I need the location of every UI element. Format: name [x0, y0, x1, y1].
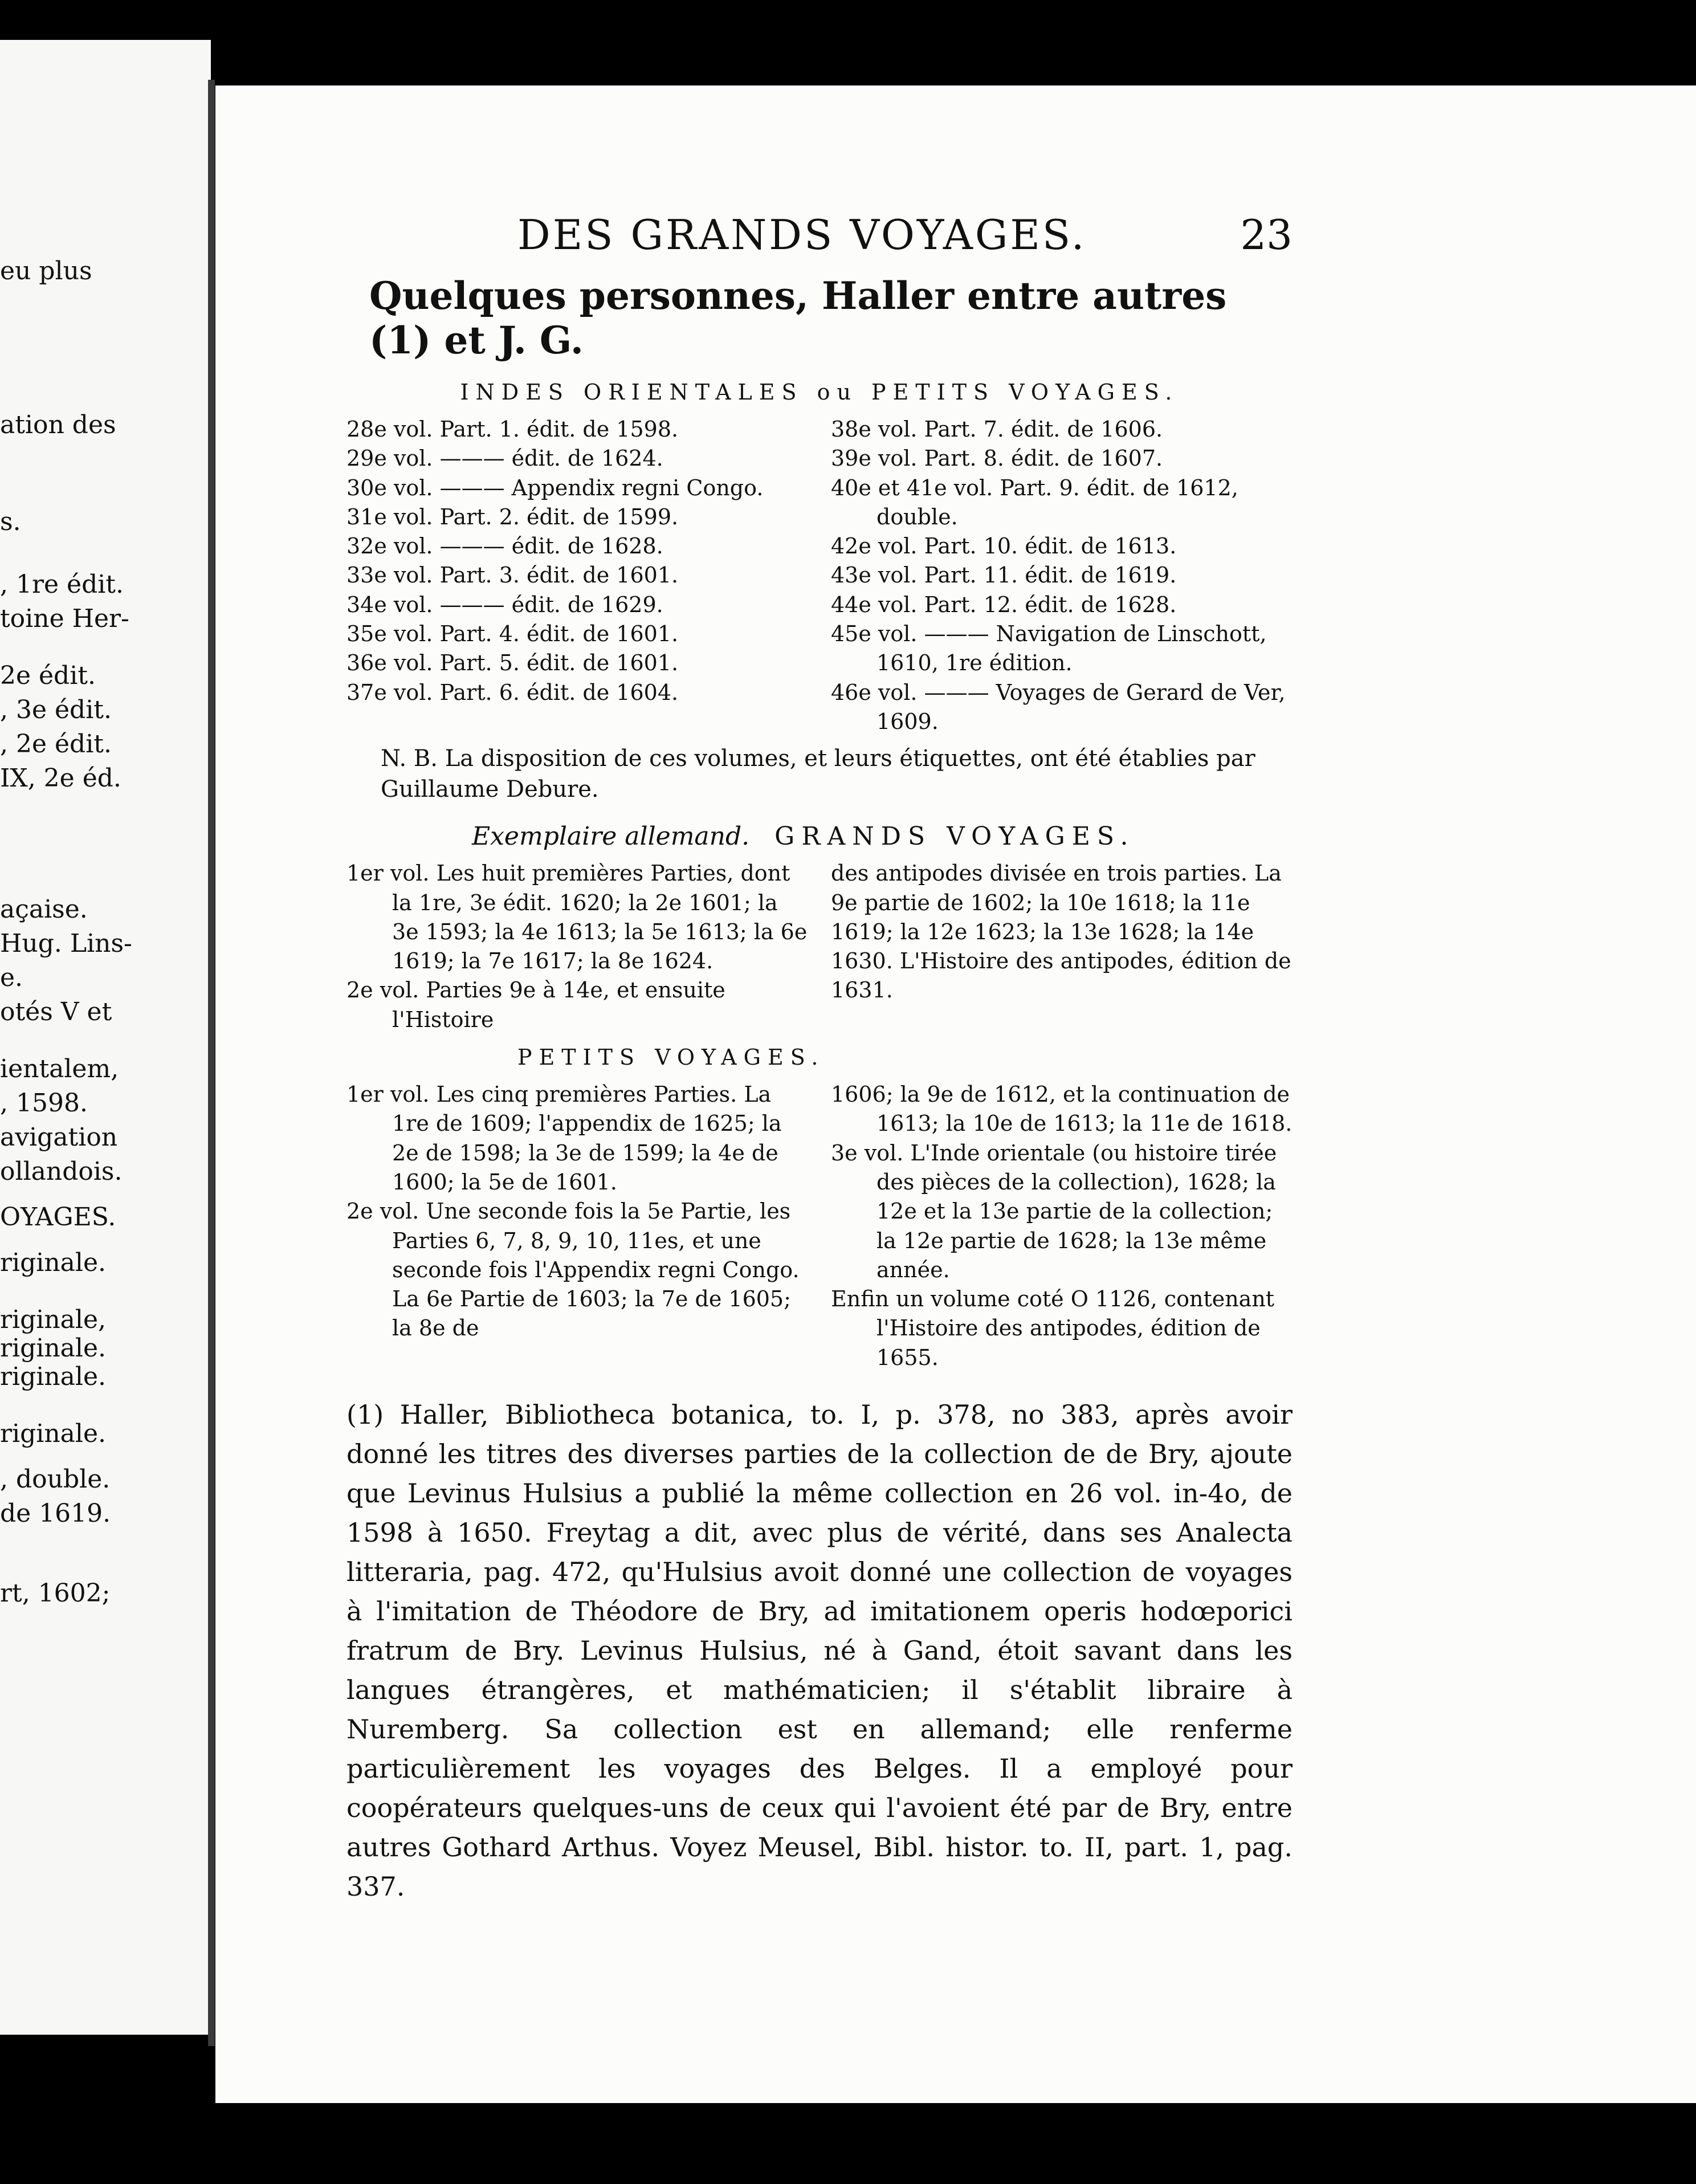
left-page-text-fragment: IX, 2e éd. [0, 764, 121, 793]
left-page-text-fragment: riginale. [0, 1248, 107, 1277]
italic-heading: Exemplaire allemand. [472, 822, 750, 851]
left-page-text-fragment: eu plus [0, 256, 92, 286]
left-page-text-fragment: s. [0, 507, 21, 536]
left-page-text-fragment: ation des [0, 410, 116, 439]
left-page-text-fragment: riginale. [0, 1334, 107, 1363]
grands-voyages-right [831, 859, 1293, 1034]
list-item: 38e vol. Part. 7. édit. de 1606. [831, 417, 1163, 442]
left-page-text-fragment: , 2e édit. [0, 730, 112, 759]
left-page-text-fragment: riginale. [0, 1419, 107, 1448]
left-page-text-fragment: açaise. [0, 895, 88, 924]
left-page-text-fragment: e. [0, 963, 23, 992]
list-item: 44e vol. Part. 12. édit. de 1628. [831, 592, 1177, 617]
caps-heading: GRANDS VOYAGES. [774, 822, 1135, 851]
volume-list-left [346, 415, 808, 736]
list-item: 30e vol. ——— Appendix regni Congo. [346, 475, 764, 500]
grands-voyages-list [346, 859, 1293, 1034]
list-item: 46e vol. ——— Voyages de Gerard de Ver, 1609. [831, 679, 1286, 734]
left-page-text-fragment: , 1598. [0, 1089, 88, 1118]
left-page-text-fragment: ientalem, [0, 1054, 119, 1083]
opening-line: Quelques personnes, Haller entre autres (1) et J. G. [369, 274, 1227, 362]
list-item: 43e vol. Part. 11. édit. de 1619. [831, 563, 1177, 588]
subheading-exemplaire-allemand [472, 822, 1293, 851]
left-page-text-fragment: riginale. [0, 1362, 107, 1391]
running-title: DES GRANDS VOYAGES. [517, 211, 1087, 259]
left-page-text-fragment: rt, 1602; [0, 1579, 111, 1608]
list-item: 1er vol. Les huit premières Parties, dont la 1re, 3e édit. 1620; la 2e 1601; la 3e 1593; la 4e 1613; la 5e 1613; la 6e 1619; la 7e 1617; la 8e 1624. [346, 861, 808, 974]
list-item: 45e vol. ——— Navigation de Linschott, 1610, 1re édition. [831, 621, 1267, 676]
list-item: 33e vol. Part. 3. édit. de 1601. [346, 563, 679, 588]
left-page-text-fragment: avigation [0, 1123, 118, 1152]
volume-list [346, 415, 1293, 736]
list-item: Enfin un volume coté O 1126, contenant l'Histoire des antipodes, édition de 1655. [831, 1286, 1275, 1370]
left-page-text-fragment: Hug. Lins- [0, 929, 132, 958]
list-item: 28e vol. Part. 1. édit. de 1598. [346, 417, 679, 442]
list-item: 2e vol. Parties 9e à 14e, et ensuite l'Histoire [346, 977, 725, 1032]
left-page-text-fragment: 2e édit. [0, 661, 96, 690]
left-page-fragment [0, 40, 211, 2035]
list-item: 32e vol. ——— édit. de 1628. [346, 533, 663, 559]
list-item: 1606; la 9e de 1612, et la continuation de 1613; la 10e de 1613; la 11e de 1618. [831, 1082, 1293, 1136]
list-item: 3e vol. L'Inde orientale (ou histoire tirée des pièces de la collection), 1628; la 12e et la 13e partie de la collection; la 12e partie de 1628; la 13e même année. [831, 1140, 1277, 1282]
footnote: (1) Haller, Bibliotheca botanica, to. I, p. 378, no 383, après avoir donné les titres des diverses parties de la collection de de Bry, ajoute que Levinus Hulsius a publié la même collection en 26 vol. in-4o, de 1598 à 1650. Freytag a dit, avec plus de vérité, dans ses Analecta litteraria, pag. 472, qu'Hulsius avoit donné une collection de voyages à l'imitation de Théodore de Bry, ad imitationem operis hodœporici fratrum de Bry. Levinus Hulsius, né à Gand, étoit savant dans les langues étrangères, et mathématicien; il s'établit libraire à Nuremberg. Sa collection est en allemand; elle renferme particulièrement les voyages des Belges. Il a employé pour coopérateurs quelques-uns de ceux qui l'avoient été par de Bry, entre autres Gothard Arthus. Voyez Meusel, Bibl. histor. to. II, part. 1, pag. 337. [346, 1399, 1293, 1902]
left-page-text-fragment: , 3e édit. [0, 695, 112, 724]
book-gutter [208, 80, 215, 2046]
list-item: 34e vol. ——— édit. de 1629. [346, 592, 663, 617]
left-page-text-fragment: de 1619. [0, 1499, 111, 1528]
list-item: 36e vol. Part. 5. édit. de 1601. [346, 650, 679, 676]
list-item: 42e vol. Part. 10. édit. de 1613. [831, 533, 1177, 559]
left-page-text-fragment: ollandois. [0, 1157, 123, 1186]
list-item: 37e vol. Part. 6. édit. de 1604. [346, 679, 679, 705]
list-item: des antipodes divisée en trois parties. La 9e partie de 1602; la 10e 1618; la 11e 1619; la 12e 1623; la 13e 1628; la 14e 1630. L'Histoire des antipodes, édition de 1631. [831, 861, 1291, 1003]
left-page-text-fragment: , 1re édit. [0, 570, 124, 599]
running-head [346, 211, 1293, 274]
left-page-text-fragment: otés V et [0, 997, 112, 1026]
section-heading-indes-orientales: INDES ORIENTALES ou PETITS VOYAGES. [460, 380, 1179, 405]
list-item: 35e vol. Part. 4. édit. de 1601. [346, 621, 679, 647]
list-item: 29e vol. ——— édit. de 1624. [346, 446, 663, 471]
list-item: 2e vol. Une seconde fois la 5e Partie, les Parties 6, 7, 8, 9, 10, 11es, et une seconde fois l'Appendix regni Congo. La 6e Partie de 1603; la 7e de 1605; la 8e de [346, 1199, 800, 1341]
left-page-text-fragment: , double. [0, 1465, 111, 1494]
left-page-text-fragment: toine Her- [0, 604, 129, 633]
list-item: 39e vol. Part. 8. édit. de 1607. [831, 446, 1163, 471]
page-number: 23 [1240, 211, 1293, 259]
left-page-text-fragment: OYAGES. [0, 1203, 116, 1232]
grands-voyages-left [346, 859, 808, 1034]
volume-list-right [831, 415, 1293, 736]
list-item: 1er vol. Les cinq premières Parties. La 1re de 1609; l'appendix de 1625; la 2e de 1598; la 3e de 1599; la 4e de 1600; la 5e de 1601. [346, 1082, 782, 1195]
right-page [215, 85, 1696, 2103]
left-page-text-fragment: riginale, [0, 1305, 107, 1334]
petits-voyages-right [831, 1080, 1293, 1372]
nota-bene: N. B. La disposition de ces volumes, et leurs étiquettes, ont été établies par Guillaume Debure. [381, 745, 1255, 803]
petits-voyages-left [346, 1080, 808, 1372]
petits-voyages-list [346, 1080, 1293, 1372]
page-content [346, 211, 1293, 1906]
list-item: 31e vol. Part. 2. édit. de 1599. [346, 504, 679, 529]
section-heading-petits-voyages: PETITS VOYAGES. [517, 1045, 825, 1070]
list-item: 40e et 41e vol. Part. 9. édit. de 1612, double. [831, 475, 1238, 529]
